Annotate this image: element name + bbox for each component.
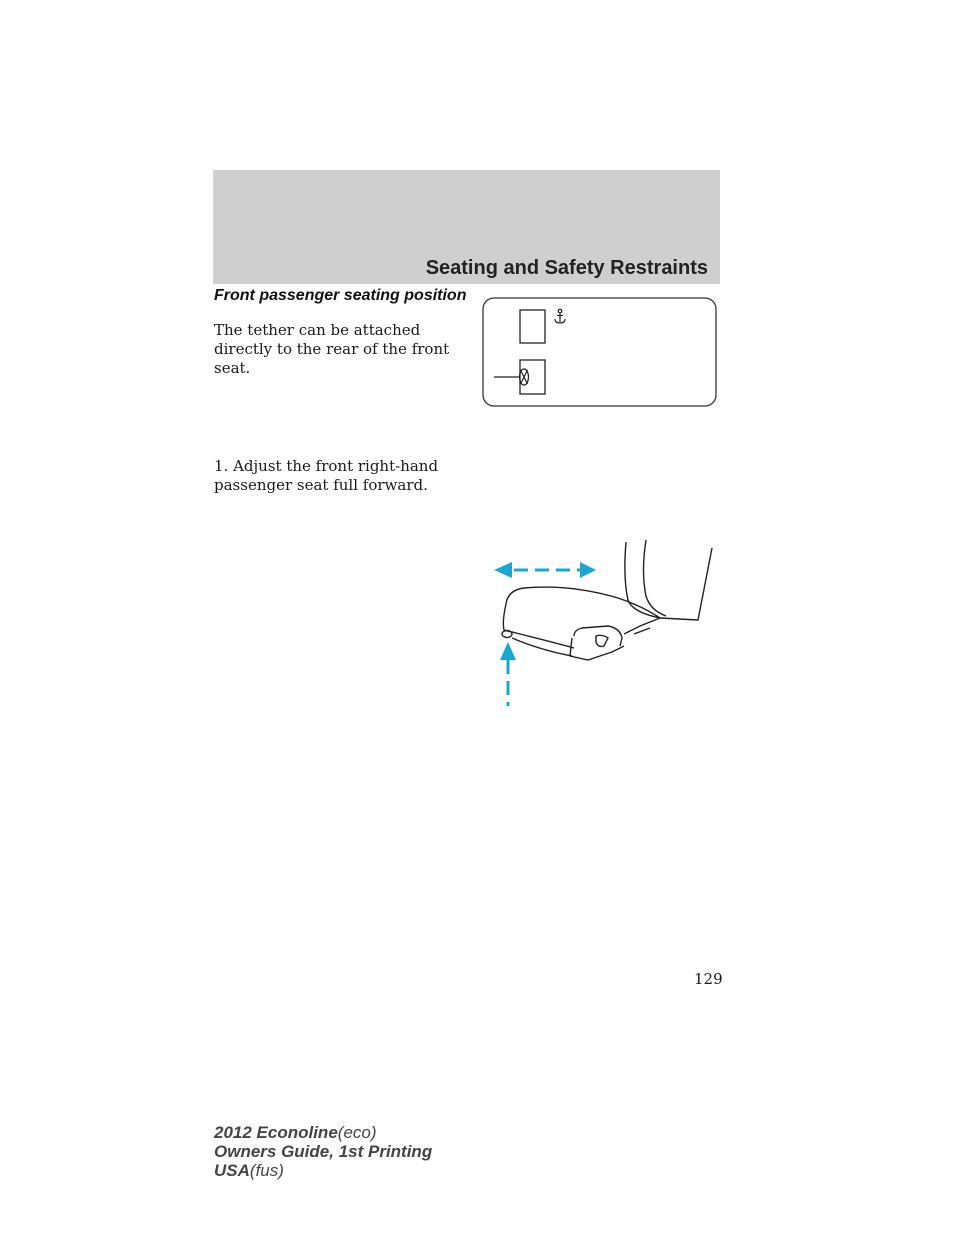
front-seat-box	[520, 310, 545, 343]
footer-model-code: (eco)	[337, 1123, 377, 1142]
footer-line-3	[214, 1161, 432, 1180]
document-footer	[214, 1123, 432, 1180]
footer-line-2: Owners Guide, 1st Printing	[214, 1142, 433, 1161]
dashed-arrow-icon	[494, 562, 596, 706]
footer-market: USA	[214, 1161, 250, 1180]
footer-line-1	[214, 1123, 432, 1142]
subheading: Front passenger seating position	[214, 287, 467, 304]
anchor-icon	[555, 309, 565, 323]
seat-outline	[502, 540, 712, 660]
footer-market-code: (fus)	[249, 1161, 284, 1180]
section-header-band	[213, 170, 720, 284]
page-number: 129	[694, 970, 723, 988]
diagram-frame	[483, 298, 716, 406]
x-circle-icon	[494, 369, 529, 385]
section-title: Seating and Safety Restraints	[425, 257, 708, 279]
paragraph-tether: The tether can be attached directly to the rear of the front seat.	[214, 321, 450, 377]
seat-illustration	[490, 538, 720, 710]
seating-position-diagram	[482, 297, 718, 409]
footer-model: 2012 Econoline	[214, 1123, 338, 1142]
paragraph-step1: 1. Adjust the front right-hand passenger seat full forward.	[214, 457, 439, 494]
